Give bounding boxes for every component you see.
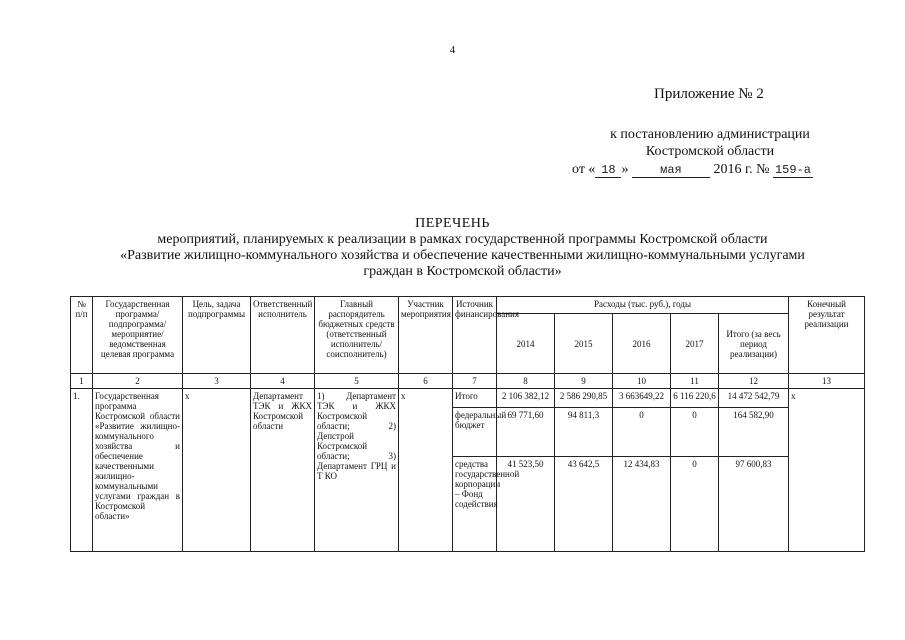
subtitle-line-3: граждан в Костромской области» (363, 264, 562, 279)
date-suffix: 2016 г. № (713, 162, 770, 177)
date-prefix: от « (572, 162, 596, 177)
header-expenses: Расходы (тыс. руб.), годы (497, 297, 789, 314)
header-row-1 (71, 297, 865, 314)
fund-2016: 12 434,83 (613, 457, 671, 552)
column-number: 3 (183, 374, 251, 389)
total-2015: 2 586 290,85 (555, 389, 613, 408)
resolution-date-line (572, 162, 813, 178)
header-num: № п/п (71, 297, 93, 374)
resolution-block (560, 126, 860, 160)
header-year-2017: 2017 (671, 314, 719, 374)
row-participant: х (399, 389, 453, 552)
column-number: 11 (671, 374, 719, 389)
source-total: Итого (453, 389, 497, 408)
header-responsible: Ответственный исполнитель (251, 297, 315, 374)
column-number: 6 (399, 374, 453, 389)
row-main-manager: 1) Департамент ТЭК и ЖКХ Костромской области; 2) Депстрой Костромской области; 3) Департамент ГРЦ и Т КО (315, 389, 399, 552)
source-fund: средства государственной корпорации – Фонд содействия (453, 457, 497, 552)
federal-total: 164 582,90 (719, 408, 789, 457)
column-number: 4 (251, 374, 315, 389)
fund-2017: 0 (671, 457, 719, 552)
header-main-manager: Главный распорядитель бюджетных средств (ответственный исполнитель/соисполнитель) (315, 297, 399, 374)
date-month: мая (632, 164, 710, 178)
federal-2017: 0 (671, 408, 719, 457)
column-number: 13 (789, 374, 865, 389)
header-program: Государственная программа/подпрограмма/мероприятие/ведомственная целевая программа (93, 297, 183, 374)
header-goal: Цель, задача подпрограммы (183, 297, 251, 374)
table-row (71, 389, 865, 408)
document-title: ПЕРЕЧЕНЬ (415, 216, 490, 231)
column-number: 5 (315, 374, 399, 389)
total-all: 14 472 542,79 (719, 389, 789, 408)
total-2017: 6 116 220,6 (671, 389, 719, 408)
header-result: Конечный результат реализации (789, 297, 865, 374)
date-mid: » (621, 162, 629, 177)
column-number: 9 (555, 374, 613, 389)
column-number: 8 (497, 374, 555, 389)
source-federal: федеральный бюджет (453, 408, 497, 457)
subtitle-line-1: мероприятий, планируемых к реализации в рамках государственной программы Костромской области (157, 232, 768, 247)
fund-2014: 41 523,50 (497, 457, 555, 552)
header-year-2015: 2015 (555, 314, 613, 374)
header-year-2016: 2016 (613, 314, 671, 374)
row-result: х (789, 389, 865, 552)
total-2014: 2 106 382,12 (497, 389, 555, 408)
federal-2015: 94 811,3 (555, 408, 613, 457)
total-2016: 3 663649,22 (613, 389, 671, 408)
fund-total: 97 600,83 (719, 457, 789, 552)
header-source: Источник финансирования (453, 297, 497, 374)
row-num: 1. (71, 389, 93, 552)
column-number: 2 (93, 374, 183, 389)
header-participant: Участник мероприятия (399, 297, 453, 374)
appendix-label: Приложение № 2 (654, 86, 764, 102)
document-subtitle (60, 232, 865, 280)
measures-table (70, 296, 865, 552)
header-year-2014: 2014 (497, 314, 555, 374)
column-numbers-row (71, 374, 865, 389)
resolution-number: 159-а (774, 163, 811, 177)
federal-2016: 0 (613, 408, 671, 457)
subtitle-line-2: «Развитие жилищно-коммунального хозяйства и обеспечение качественными жилищно-коммунальными услугами (120, 248, 805, 263)
resolution-line-1: к постановлению администрации (610, 127, 810, 142)
resolution-line-2: Костромской области (645, 144, 775, 159)
row-responsible: Департамент ТЭК и ЖКХ Костромской области (251, 389, 315, 552)
column-number: 12 (719, 374, 789, 389)
column-number: 10 (613, 374, 671, 389)
fund-2015: 43 642,5 (555, 457, 613, 552)
row-goal: х (183, 389, 251, 552)
column-number: 7 (453, 374, 497, 389)
column-number: 1 (71, 374, 93, 389)
federal-2014: 69 771,60 (497, 408, 555, 457)
header-total: Итого (за весь период реализации) (719, 314, 789, 374)
date-day: 18 (595, 164, 621, 178)
page-number: 4 (449, 44, 456, 56)
row-program: Государственная программа Костромской области «Развитие жилищно-коммунального хозяйства и обеспечение качественными жилищно-коммунальными услугами граждан в Костромской области» (93, 389, 183, 552)
